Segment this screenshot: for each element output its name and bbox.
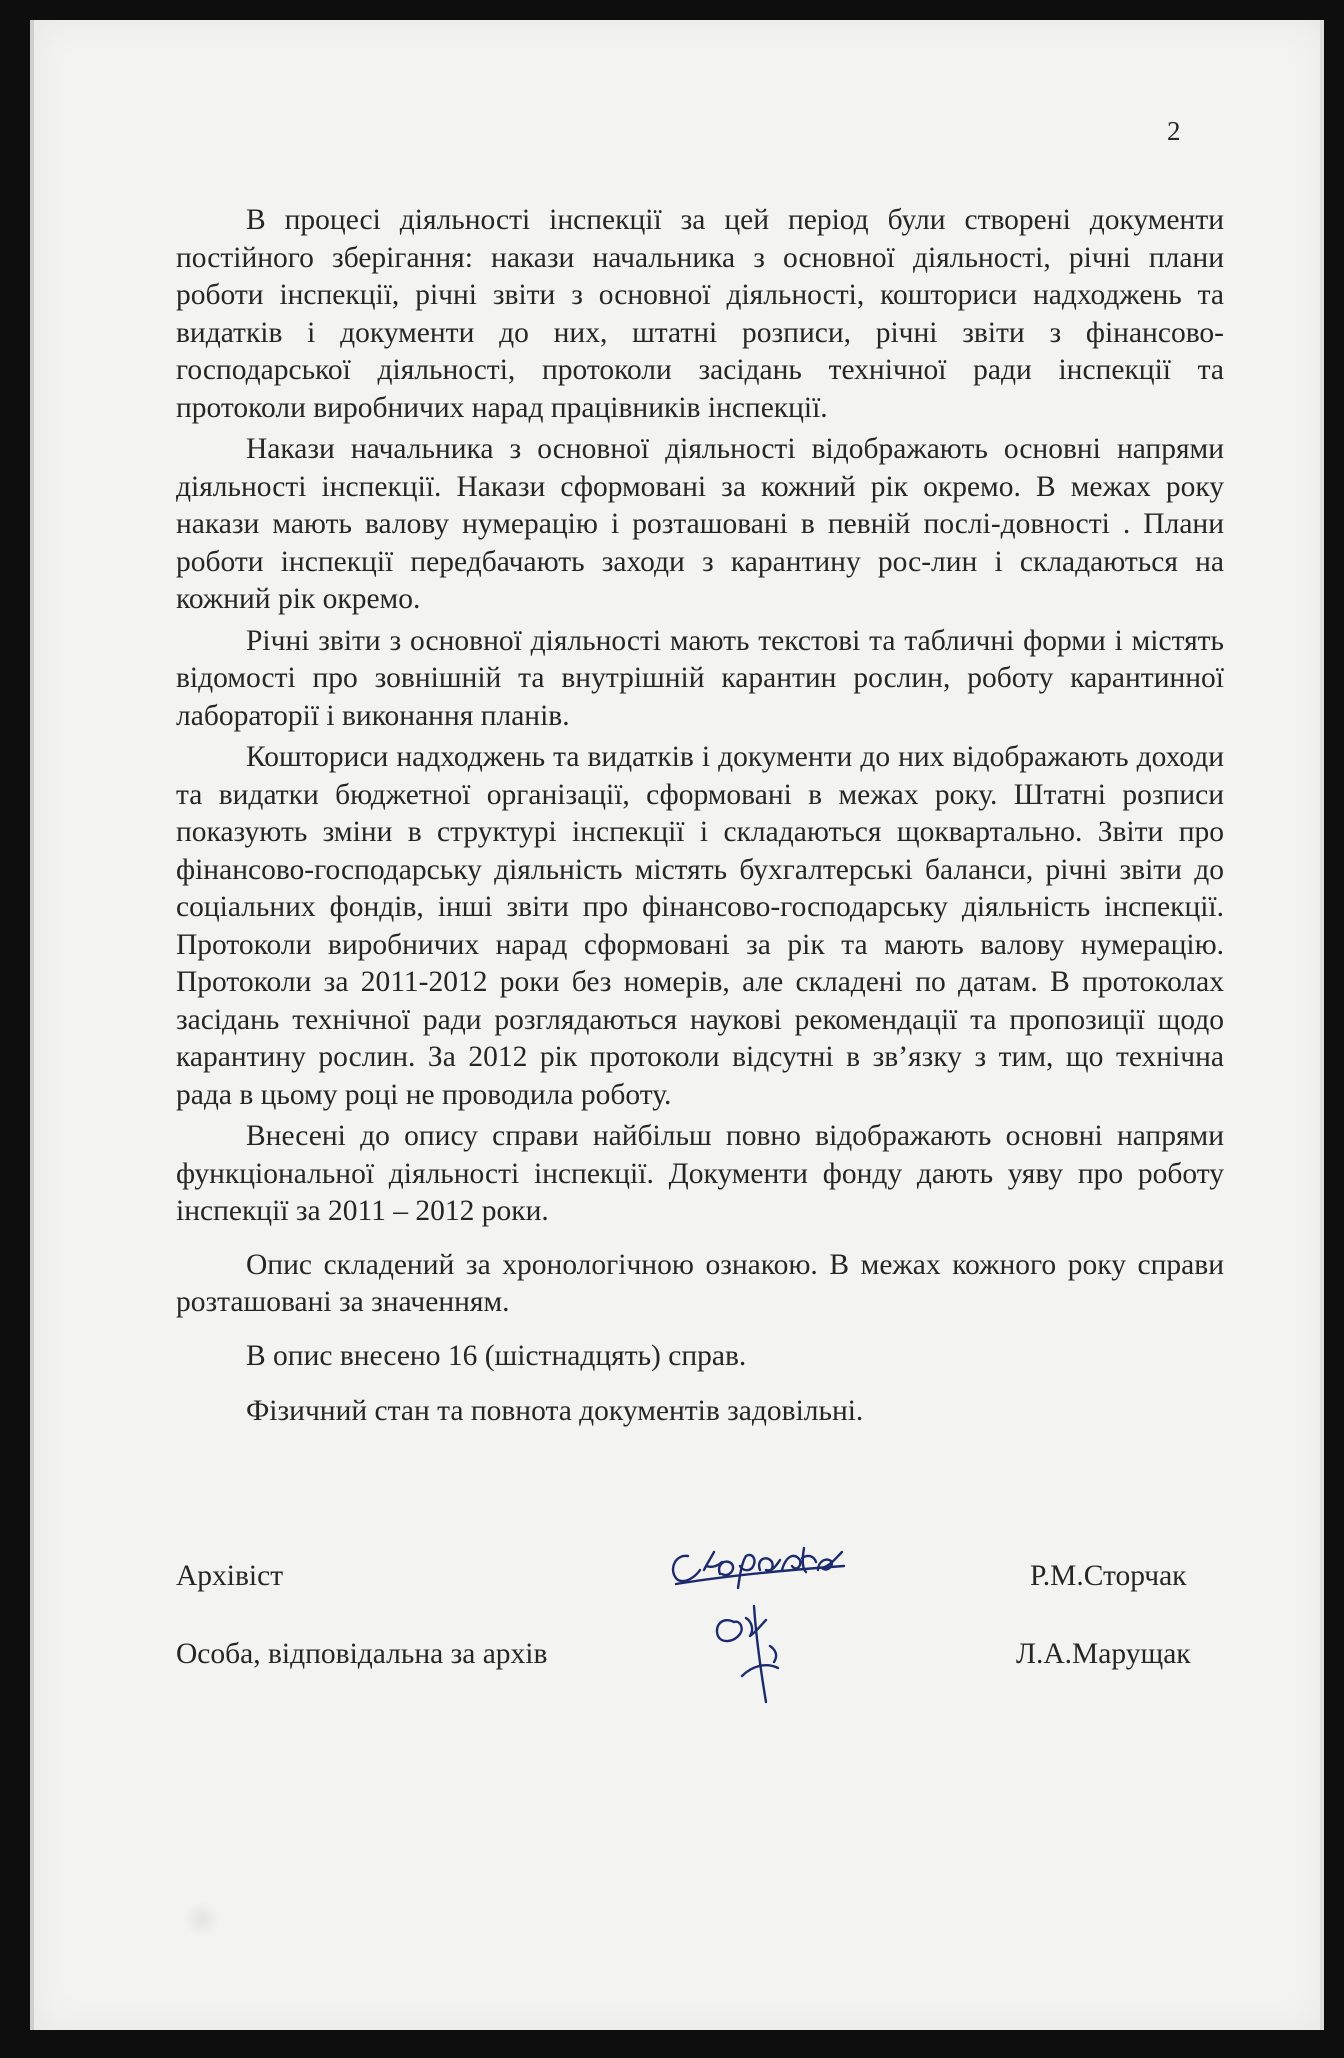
signature-role: Архівіст bbox=[176, 1560, 284, 1592]
page-number: 2 bbox=[1167, 116, 1181, 146]
signature-block bbox=[176, 1550, 1224, 1750]
document-body bbox=[176, 202, 1224, 1435]
paragraph-4: Кошториси надходжень та видатків і документи до них відображають доходи та видатки бюджетної організації, сформовані в межах року. Штатні розписи показують зміни в структурі інспекції і складаються щоквартально. Звіти про фінансово-господарську діяльність містять бухгалтерські баланси, річні звіти до соціальних фондів, інші звіти про фінансово-господарську діяльність інспекції. Протоколи виробничих нарад сформовані за рік та мають валову нумерацію. Протоколи за 2011-2012 роки без номерів, але складені по датам. В протоколах засідань технічної ради розглядаються наукові рекомендації та пропозиції щодо карантину рослин. За 2012 рік протоколи відсутні в зв’язку з тим, що технічна рада в цьому році не проводила роботу. bbox=[176, 741, 1224, 1111]
paragraph-8: Фізичний стан та повнота документів задовільні. bbox=[246, 1395, 864, 1427]
signature-name: Л.А.Марущак bbox=[1016, 1638, 1191, 1670]
paper-stain bbox=[182, 1902, 222, 1936]
paragraph-2: Накази начальника з основної діяльності відображають основні напрями діяльності інспекції. Накази сформовані за кожний рік окремо. В межах року накази мають валову нумерацію і розташовані в певній послі-довності . Плани роботи інспекції передбачають заходи з карантину рос-лин і складаються на кожний рік окремо. bbox=[176, 433, 1224, 615]
document-page bbox=[30, 20, 1324, 2030]
paragraph-6: Опис складений за хронологічною ознакою. В межах кожного року справи розташовані за значенням. bbox=[176, 1248, 1224, 1318]
paragraph-1: В процесі діяльності інспекції за цей період були створені документи постійного зберігання: накази начальника з основної діяльності, річні плани роботи інспекції, річні звіти з основної діяльності, кошториси надходжень та видатків і документи до них, штатні розписи, річні звіти з фінансово-господарської діяльності, протоколи засідань технічної ради інспекції та протоколи виробничих нарад працівників інспекції. bbox=[176, 204, 1224, 424]
signature-name: Р.М.Сторчак bbox=[1030, 1560, 1187, 1592]
signature-role: Особа, відповідальна за архів bbox=[176, 1638, 548, 1670]
handwritten-signature bbox=[656, 1526, 916, 1716]
paragraph-5: Внесені до опису справи найбільш повно відображають основні напрями функціональної діяльності інспекції. Документи фонду дають уяву про роботу інспекції за 2011 – 2012 роки. bbox=[176, 1120, 1224, 1227]
page-edge bbox=[1320, 20, 1324, 2030]
paragraph-3: Річні звіти з основної діяльності мають текстові та табличні форми і містять відомості про зовнішній та внутрішній карантин рослин, роботу карантинної лабораторії і виконання планів. bbox=[176, 624, 1224, 732]
paragraph-7: В опис внесено 16 (шістнадцять) справ. bbox=[246, 1339, 747, 1372]
